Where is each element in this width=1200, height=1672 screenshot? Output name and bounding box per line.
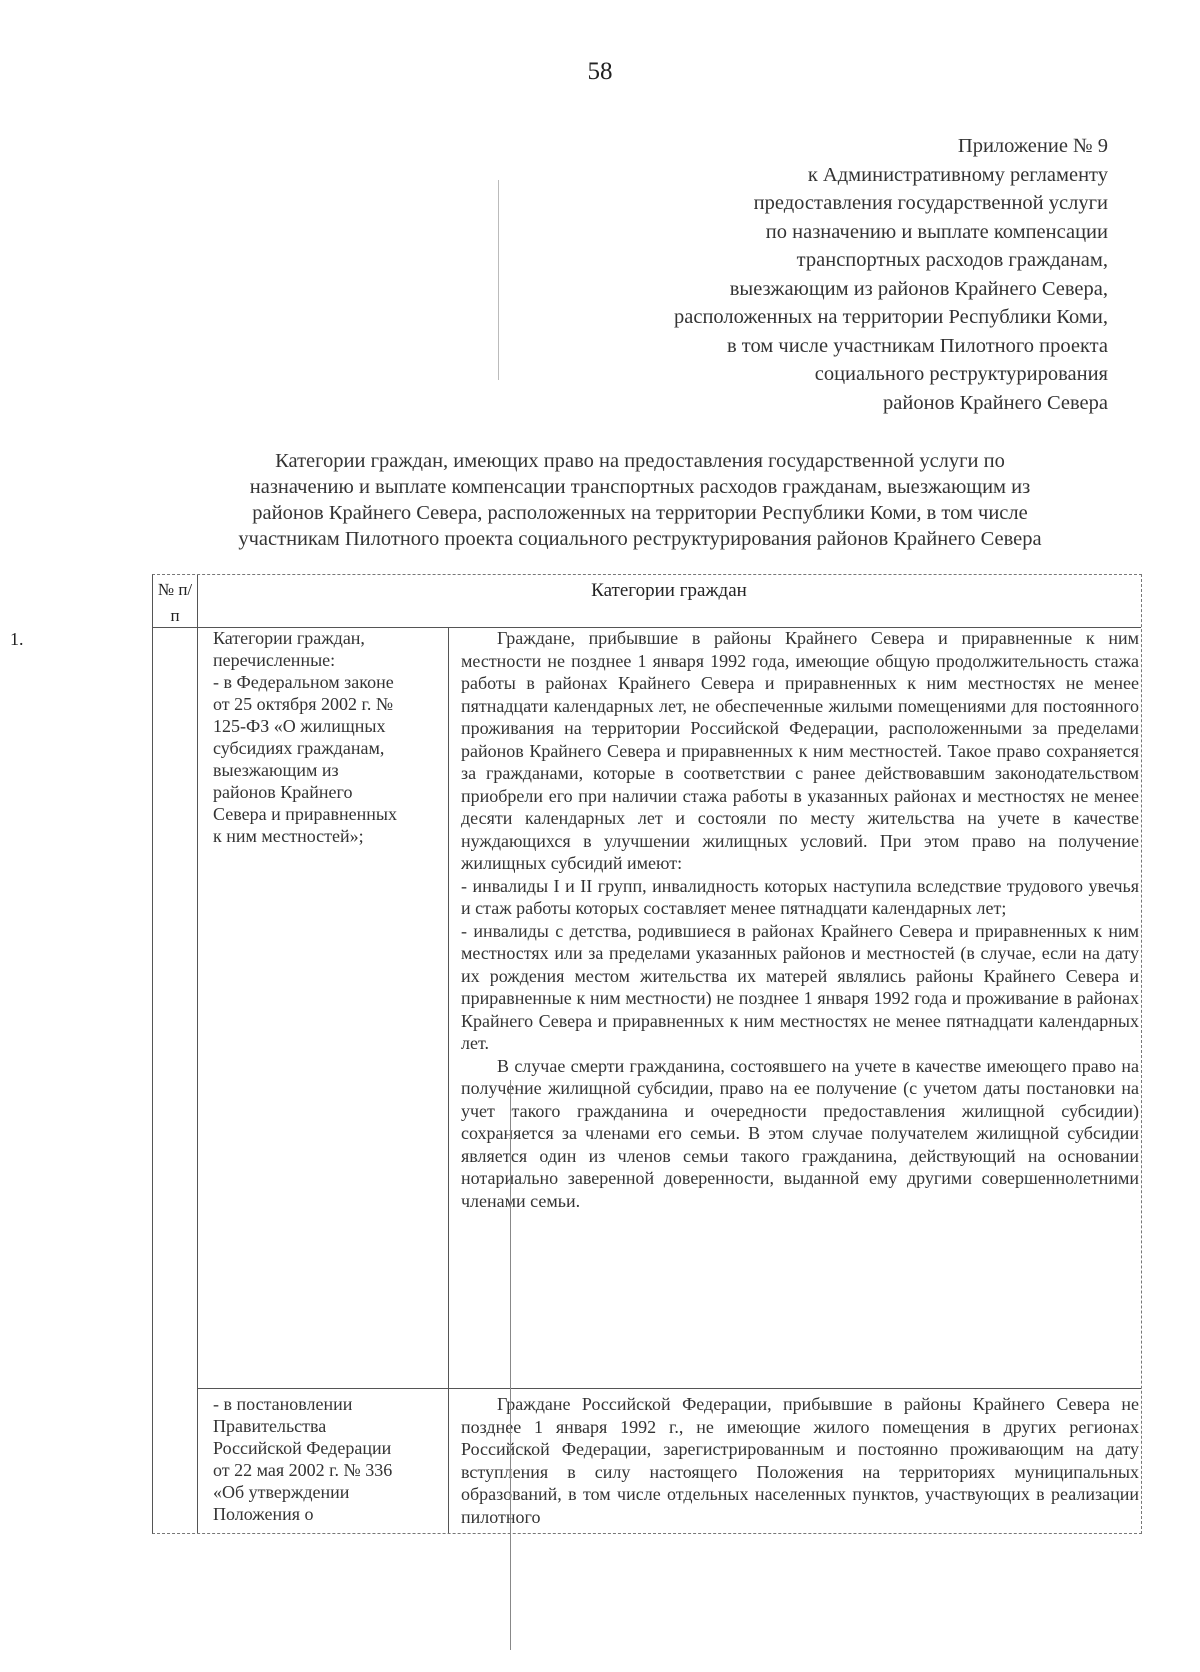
row-divider — [197, 1388, 1141, 1389]
appendix-line: социального реструктурирования — [814, 363, 1108, 385]
category-line: Категории граждан, — [213, 628, 365, 648]
appendix-line: районов Крайнего Севера — [883, 391, 1108, 414]
category-cell — [213, 627, 443, 847]
category-line: районов Крайнего — [213, 782, 353, 802]
category-cell — [213, 1393, 443, 1525]
category-line: Правительства — [213, 1416, 327, 1436]
category-line: выезжающим из — [213, 760, 339, 780]
category-line: Севера и приравненных — [213, 804, 397, 824]
category-line: от 22 мая 2002 г. № 336 — [213, 1460, 393, 1480]
appendix-line: расположенных на территории Республики Коми, — [674, 306, 1108, 328]
description-paragraph: Граждане Российской Федерации, прибывшие в районы Крайнего Севера не позднее 1 января 1992 г., не имеющие жилого помещения в других регионах Российской Федерации, зарегистрированным и постоянно проживающим на дату вступления в силу настоящего Положения на территориях муниципальных образований, в том числе отдельных населенных пунктов, участвующих в реализации пилотного — [461, 1394, 1139, 1527]
column-divider — [197, 575, 198, 1533]
description-item: - инвалиды I и II групп, инвалидность которых наступила вследствие трудового увечья и стаж работы которых составляет менее пятнадцати календарных лет; — [461, 875, 1139, 918]
title-line: Категории граждан, имеющих право на предоставления государственной услуги по — [275, 450, 1005, 472]
description-cell — [461, 1393, 1139, 1533]
category-line: к ним местностей»; — [213, 826, 364, 846]
appendix-line: транспортных расходов гражданам, — [796, 249, 1108, 271]
category-line: Российской Федерации — [213, 1438, 392, 1458]
category-line: 125-ФЗ «О жилищных — [213, 716, 386, 736]
header-categories: Категории граждан — [591, 580, 747, 601]
document-title — [160, 448, 1120, 552]
category-line: «Об утверждении — [213, 1482, 350, 1502]
scan-artifact-line — [510, 1080, 511, 1650]
category-line: перечисленные: — [213, 650, 336, 670]
scan-artifact-line — [498, 180, 499, 380]
title-line: районов Крайнего Севера, расположенных на территории Республики Коми, в том числе — [252, 502, 1028, 524]
appendix-line: выезжающим из районов Крайнего Севера, — [729, 277, 1108, 300]
category-line: от 25 октября 2002 г. № — [213, 694, 394, 714]
description-item: - инвалиды с детства, родившиеся в районах Крайнего Севера и приравненных к ним местностях или за пределами указанных районов и местностей (в случае, если на дату их рождения местом жительства их матерей являлись районы Крайнего Севера и приравненные к ним местности) не позднее 1 января 1992 года и проживание в районах Крайнего Севера и приравненных к ним местностях не менее пятнадцати календарных лет. — [461, 920, 1139, 1053]
row-number: 1. — [10, 629, 24, 649]
appendix-line: Приложение № 9 — [957, 135, 1108, 157]
appendix-line: в том числе участникам Пилотного проекта — [726, 334, 1108, 357]
appendix-line: к Административному регламенту — [807, 163, 1108, 186]
appendix-line: по назначению и выплате компенсации — [765, 220, 1108, 243]
category-line: - в Федеральном законе — [213, 672, 394, 692]
title-line: участникам Пилотного проекта социального реструктурирования районов Крайнего Севера — [238, 528, 1042, 550]
description-paragraph: В случае смерти гражданина, состоявшего на учете в качестве имеющего право на получение жилищной субсидии, право на ее получение (с учетом даты постановки на учет такого гражданина и очередности предоставления жилищной субсидии) сохраняется за членами его семьи. В этом случае получателем жилищной субсидии является один из членов семьи такого гражданина, действующий на основании нотариально заверенной доверенности, выданной ему другими совершеннолетними членами семьи. — [461, 1055, 1139, 1211]
appendix-block — [674, 132, 1108, 417]
header-number: № п/п — [157, 580, 193, 625]
category-line: субсидиях гражданам, — [213, 738, 385, 758]
category-line: Положения о — [213, 1504, 314, 1524]
appendix-line: предоставления государственной услуги — [753, 192, 1108, 214]
column-divider — [448, 627, 449, 1533]
page-number: 58 — [587, 58, 613, 85]
title-line: назначению и выплате компенсации транспортных расходов гражданам, выезжающим из — [249, 476, 1031, 498]
description-cell — [461, 627, 1139, 1212]
category-line: - в постановлении — [213, 1394, 353, 1414]
description-paragraph: Граждане, прибывшие в районы Крайнего Севера и приравненные к ним местности не позднее 1 января 1992 года, имеющие общую продолжительность стажа работы в районах Крайнего Севера и приравненных к ним местностях не менее пятнадцати календарных лет, не обеспеченные жилыми помещениями для постоянного проживания на территории Российской Федерации, расположенными за пределами районов Крайнего Севера и приравненных к ним местностей. Такое право сохраняется за гражданами, которые в соответствии с ранее действовавшим законодательством приобрели его при наличии стажа работы в указанных районах и местностях не менее десяти календарных лет и состояли по месту жительства на учете в качестве нуждающихся в улучшении жилищных условий. При этом право на получение жилищных субсидий имеют: — [461, 628, 1139, 873]
